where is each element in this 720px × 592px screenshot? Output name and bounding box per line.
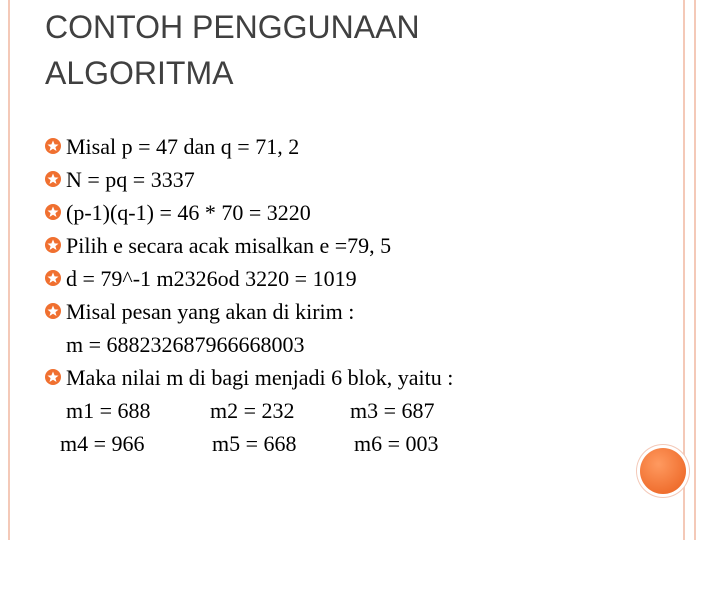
blocks-row-2: [45, 427, 665, 460]
message-text: m = 688232687966668003: [66, 332, 305, 357]
block-m6: m6 = 003: [354, 431, 439, 456]
bullet-item: [45, 262, 665, 295]
orange-circle-decoration: [640, 448, 686, 494]
bullet-item: [45, 229, 665, 262]
bullet-item: [45, 130, 665, 163]
block-m1: m1 = 688: [66, 398, 151, 423]
slide-right-rail: [683, 0, 685, 540]
bullet-item: [45, 361, 665, 394]
slide-title: [45, 4, 645, 96]
blocks-row-1: [45, 394, 665, 427]
block-m2: m2 = 232: [210, 398, 295, 423]
title-line-1: CONTOH PENGGUNAAN: [45, 9, 420, 45]
bullet-text: Misal p = 47 dan q = 71, 2: [66, 134, 300, 159]
star-bullet-icon: [45, 138, 61, 154]
bullet-list: [45, 130, 665, 460]
message-line: [45, 328, 665, 361]
star-bullet-icon: [45, 171, 61, 187]
bullet-item: [45, 295, 665, 328]
bullet-item: [45, 163, 665, 196]
bullet-text: N = pq = 3337: [66, 167, 195, 192]
bullet-text: (p-1)(q-1) = 46 * 70 = 3220: [66, 200, 311, 225]
bullet-text: d = 79^-1 m2326od 3220 = 1019: [66, 266, 357, 291]
bullet-item: [45, 196, 665, 229]
bullet-text: Pilih e secara acak misalkan e =79, 5: [66, 233, 392, 258]
bullet-text: Misal pesan yang akan di kirim :: [66, 299, 355, 324]
star-bullet-icon: [45, 303, 61, 319]
star-bullet-icon: [45, 369, 61, 385]
block-m5: m5 = 668: [212, 431, 297, 456]
bullet-text: Maka nilai m di bagi menjadi 6 blok, yaitu :: [66, 365, 454, 390]
block-m3: m3 = 687: [350, 398, 435, 423]
block-m4: m4 = 966: [60, 431, 145, 456]
star-bullet-icon: [45, 270, 61, 286]
title-line-2: ALGORITMA: [45, 55, 234, 91]
star-bullet-icon: [45, 204, 61, 220]
star-bullet-icon: [45, 237, 61, 253]
